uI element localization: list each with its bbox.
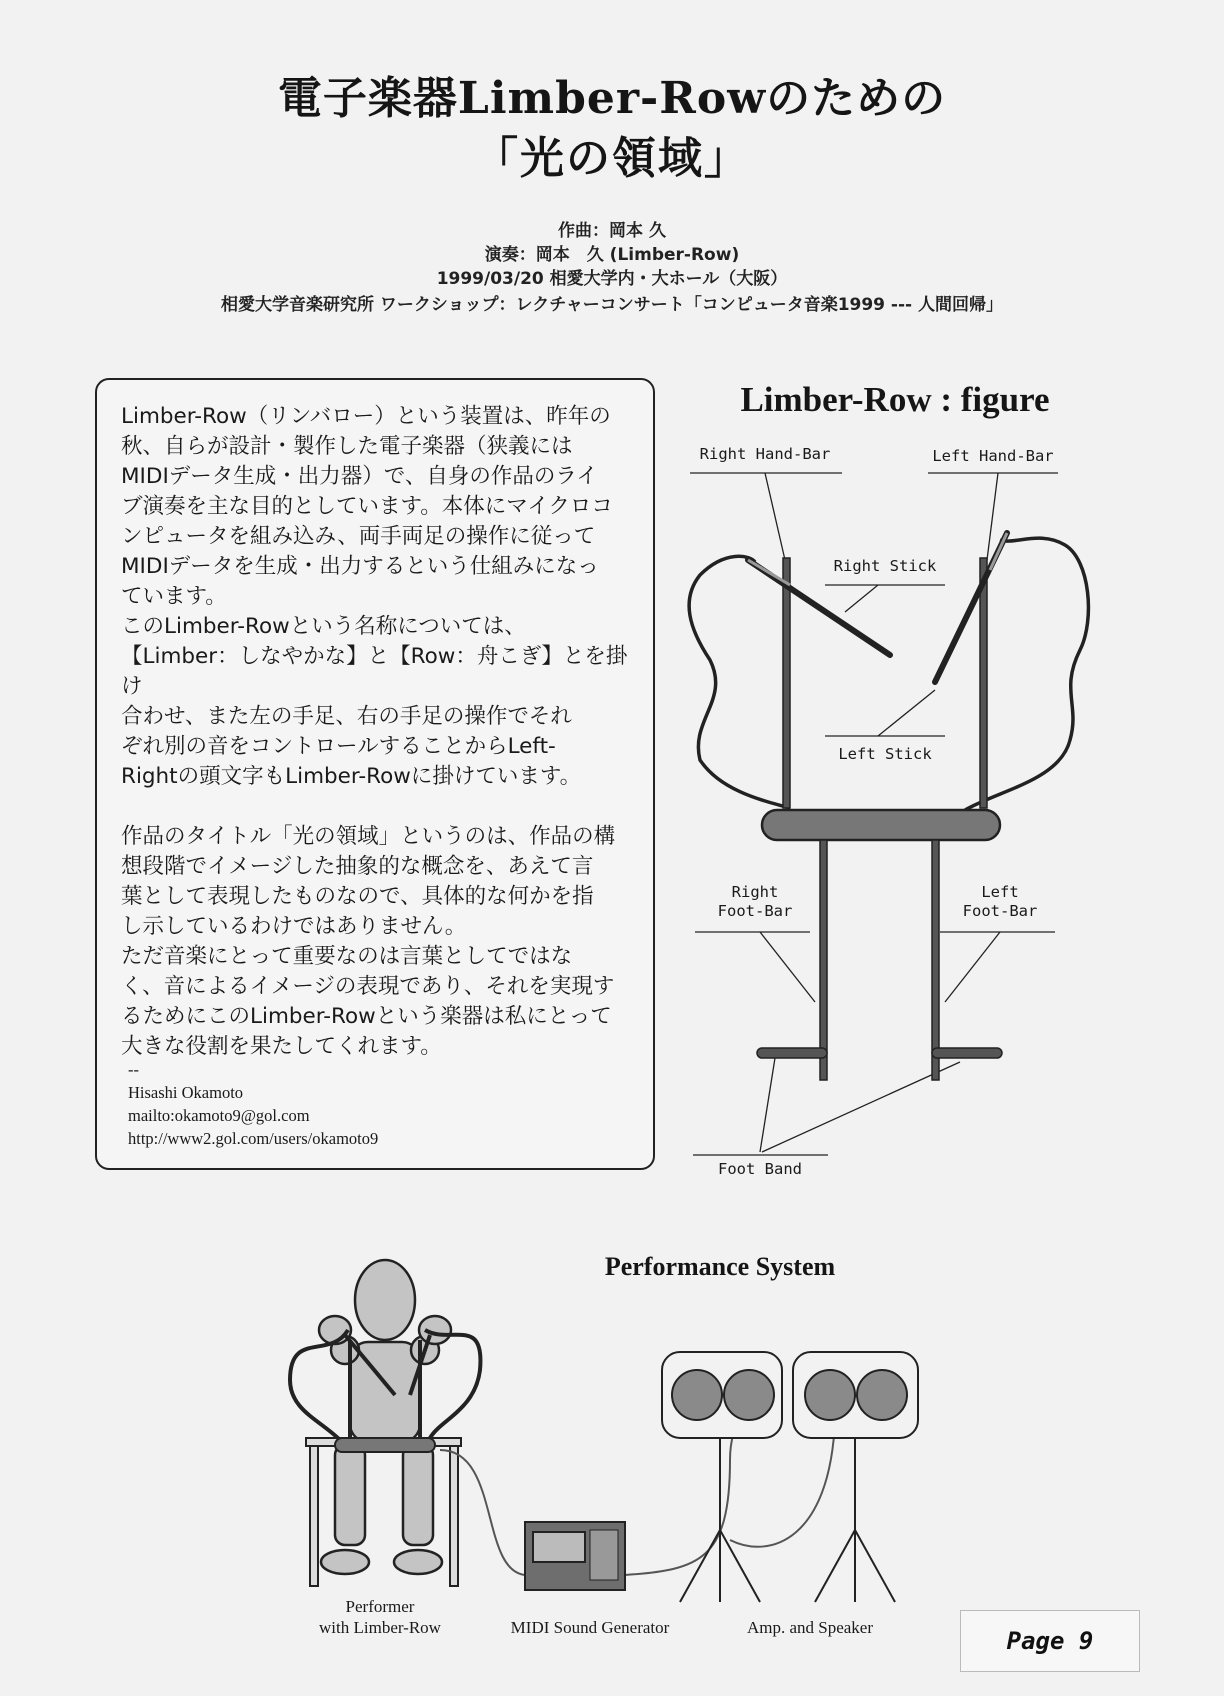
- performer-credit: 演奏：岡本 久 (Limber-Row): [484, 245, 740, 265]
- description-line: MIDIデータ生成・出力器）で、自身の作品のライ: [121, 464, 598, 489]
- label-left-hand-bar: Left Hand-Bar: [932, 447, 1054, 465]
- speaker-right-leg-2: [855, 1530, 895, 1602]
- right-cable: [689, 556, 790, 808]
- description-line: ただ音楽にとって重要なのは言葉としてではな: [121, 944, 573, 969]
- speaker-left: [662, 1352, 782, 1602]
- date-venue-credit: 1999/03/20 相愛大学内・大ホール（大阪）: [436, 269, 788, 289]
- label-right-foot-bar: [705, 883, 805, 921]
- signature-name: Hisashi Okamoto: [128, 1083, 244, 1102]
- label-right-foot-bar-line-2: Foot-Bar: [717, 902, 793, 920]
- label-right-hand-bar: Right Hand-Bar: [699, 445, 831, 463]
- description-line: 大きな役割を果たしてくれます。: [121, 1034, 442, 1059]
- label-performer: [280, 1596, 480, 1638]
- left-hand-bar-leader: [987, 473, 998, 560]
- label-left-stick: Left Stick: [838, 745, 932, 763]
- left-foot-bar: [932, 840, 939, 1080]
- composer-credit: 作曲：岡本 久: [558, 221, 666, 241]
- description-line: ています。: [121, 584, 227, 609]
- chair-leg-front: [450, 1446, 458, 1586]
- midi-buttons: [590, 1530, 618, 1580]
- label-right-stick: Right Stick: [833, 557, 937, 575]
- left-foot-bar-leader: [945, 932, 1000, 1002]
- foot-band-leader-2: [762, 1062, 960, 1152]
- right-hand-bar: [783, 558, 790, 808]
- left-foot-band: [932, 1048, 1002, 1058]
- description-line: 葉として表現したものなので、具体的な何かを指: [121, 884, 594, 909]
- label-performer-line-1: Performer: [345, 1597, 415, 1616]
- description-line: るためにこのLimber-Rowという楽器は私にとって: [121, 1004, 612, 1029]
- performer-head: [355, 1260, 415, 1340]
- mini-body: [335, 1438, 435, 1452]
- limber-row-body: [762, 810, 1000, 840]
- speaker-left-woofer-2: [724, 1370, 774, 1420]
- speaker-right-woofer-1: [805, 1370, 855, 1420]
- description-line: MIDIデータを生成・出力するという仕組みになっ: [121, 554, 599, 579]
- speaker-right-woofer-2: [857, 1370, 907, 1420]
- performance-system-title: Performance System: [604, 1252, 836, 1281]
- label-left-foot-bar-line-2: Foot-Bar: [962, 902, 1038, 920]
- performer-right-hand: [419, 1316, 451, 1344]
- figure-title: Limber-Row : figure: [740, 380, 1050, 419]
- description-line: く、音によるイメージの表現であり、それを実現す: [121, 974, 615, 999]
- chair-leg-back: [310, 1446, 318, 1586]
- performer-right-foot: [394, 1550, 442, 1574]
- description-line: このLimber-Rowという名称については、: [121, 614, 526, 639]
- label-amp-speaker: Amp. and Speaker: [746, 1618, 874, 1637]
- midi-sound-generator: [525, 1522, 625, 1590]
- page-title-line-1: 電子楽器Limber-Rowのための: [277, 73, 947, 124]
- performer-right-leg: [403, 1445, 433, 1545]
- right-hand-bar-leader: [765, 473, 785, 560]
- signature-dashes: --: [128, 1060, 139, 1079]
- description-line: ンピュータを組み込み、両手両足の操作に従って: [121, 524, 596, 549]
- description-line: ぞれ別の音をコントロールすることからLeft-: [121, 734, 556, 759]
- signature-url[interactable]: http://www2.gol.com/users/okamoto9: [128, 1129, 379, 1148]
- label-foot-band: Foot Band: [718, 1160, 802, 1178]
- page-title-line-2: 「光の領域」: [474, 133, 750, 184]
- right-stick-leader: [845, 585, 878, 612]
- description-line: Rightの頭文字もLimber-Rowに掛けています。: [121, 764, 582, 789]
- right-foot-bar: [820, 840, 827, 1080]
- event-credit: 相愛大学音楽研究所 ワークショップ：レクチャーコンサート「コンピュータ音楽1999 --- 人間回帰」: [220, 295, 1004, 315]
- speaker-left-woofer-1: [672, 1370, 722, 1420]
- description-line: 作品のタイトル「光の領域」というのは、作品の構: [121, 824, 616, 849]
- performer-figure: [319, 1260, 451, 1574]
- performer-left-leg: [335, 1445, 365, 1545]
- speaker-right-leg-1: [815, 1530, 855, 1602]
- foot-band-leader-1: [760, 1058, 775, 1152]
- signature-email[interactable]: mailto:okamoto9@gol.com: [128, 1106, 310, 1125]
- label-right-foot-bar-line-1: Right: [731, 883, 779, 901]
- right-foot-bar-leader: [760, 932, 815, 1002]
- description-line: し示しているわけではありません。: [121, 914, 467, 939]
- description-line: 想段階でイメージした抽象的な概念を、あえて言: [121, 854, 594, 879]
- label-midi-sound-generator: MIDI Sound Generator: [510, 1618, 670, 1637]
- right-foot-band: [757, 1048, 827, 1058]
- description-line: ブ演奏を主な目的としています。本体にマイクロコ: [121, 494, 613, 519]
- description-line: 合わせ、また左の手足、右の手足の操作でそれ: [121, 704, 572, 729]
- description-line: 秋、自らが設計・製作した電子楽器（狭義には: [121, 434, 573, 459]
- label-performer-line-2: with Limber-Row: [319, 1618, 441, 1637]
- performer-left-foot: [321, 1550, 369, 1574]
- speaker-right: [793, 1352, 918, 1602]
- left-hand-bar: [980, 558, 987, 808]
- description-line: Limber-Row（リンバロー）という装置は、昨年の: [121, 404, 611, 429]
- label-left-foot-bar-line-1: Left: [981, 883, 1019, 901]
- left-stick-leader: [878, 690, 935, 736]
- left-stick-grip: [990, 533, 1007, 570]
- speaker-left-leg-2: [720, 1530, 760, 1602]
- page-number: Page 9: [960, 1610, 1140, 1672]
- midi-display: [533, 1532, 585, 1562]
- description-line: 【Limber：しなやかな】と【Row：舟こぎ】とを掛け: [121, 644, 628, 699]
- label-left-foot-bar: [950, 883, 1050, 921]
